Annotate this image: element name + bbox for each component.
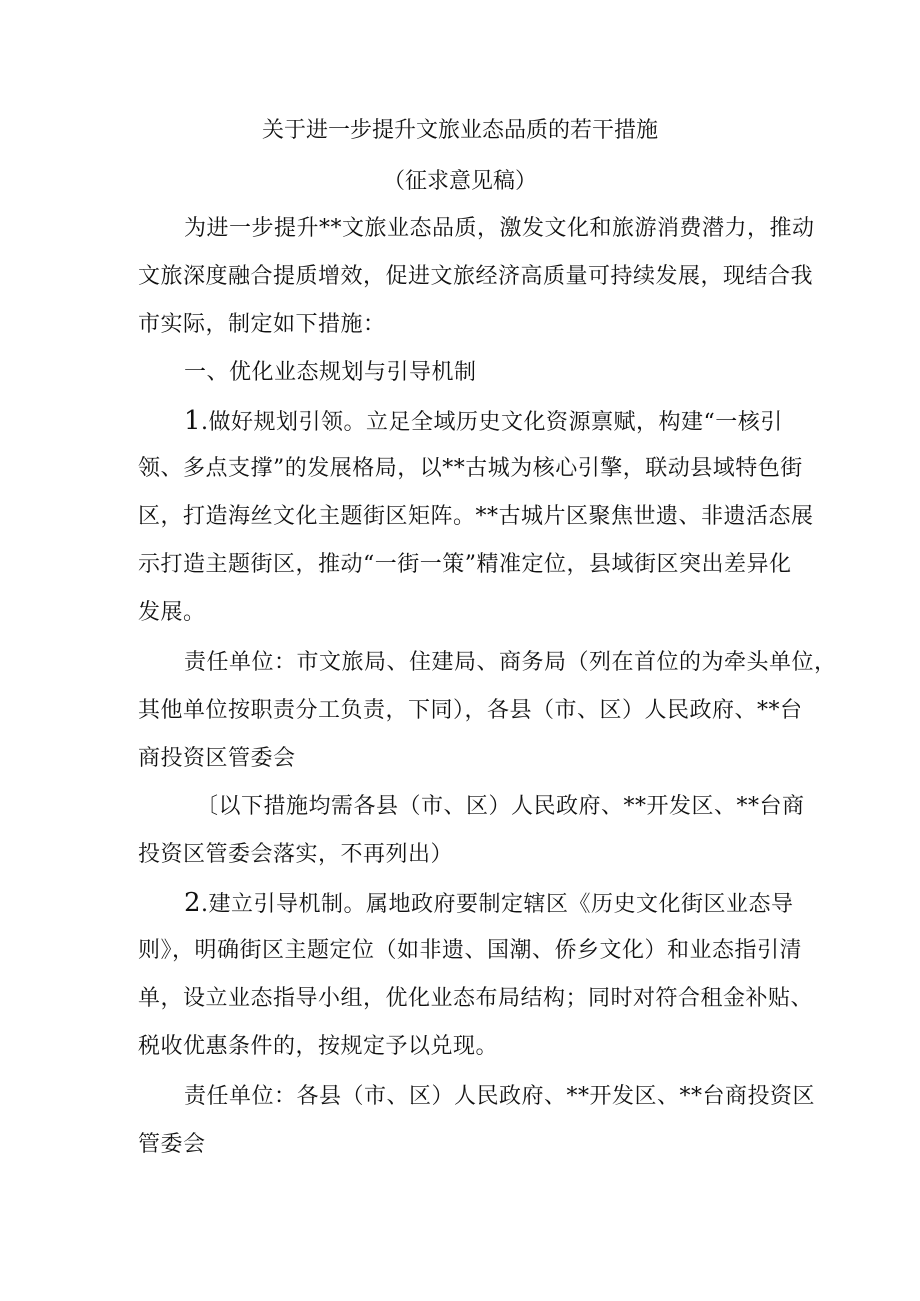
item-1-line-3: 区，打造海丝文化主题街区矩阵。**古城片区聚焦世遗、非遗活态展 <box>138 504 814 529</box>
responsibility-1-line-3: 商投资区管委会 <box>138 746 296 771</box>
item-2-line-4: 税收优惠条件的，按规定予以兑现。 <box>138 1034 499 1059</box>
item-2-line-1 <box>184 889 794 919</box>
responsibility-1-line-2: 其他单位按职责分工负责，下同），各县（市、区）人民政府、**台 <box>138 698 803 723</box>
item-2-line-3: 单，设立业态指导小组，优化业态布局结构；同时对符合租金补贴、 <box>138 986 814 1011</box>
item-2-text: .建立引导机制。属地政府要制定辖区《历史文化街区业态导 <box>201 892 794 917</box>
responsibility-2-line-2: 管委会 <box>138 1132 206 1157</box>
item-1-line-2: 领、多点支撑”的发展格局，以**古城为核心引擎，联动县域特色街 <box>138 456 803 481</box>
note-line-2: 投资区管委会落实，不再列出） <box>138 842 454 867</box>
intro-line-1: 为进一步提升**文旅业态品质，激发文化和旅游消费潜力，推动 <box>184 216 815 241</box>
item-1-line-4: 示打造主题街区，推动“一街一策”精准定位，县域街区突出差异化 <box>138 552 792 577</box>
intro-line-3: 市实际，制定如下措施： <box>138 312 386 337</box>
item-1-line-1 <box>184 407 783 437</box>
document-subtitle: （征求意见稿） <box>382 169 537 194</box>
section-heading-1: 一、优化业态规划与引导机制 <box>184 360 477 385</box>
document-title: 关于进一步提升文旅业态品质的若干措施 <box>261 118 658 143</box>
intro-line-2: 文旅深度融合提质增效，促进文旅经济高质量可持续发展，现结合我 <box>138 264 814 289</box>
item-2-line-2: 则》，明确街区主题定位（如非遗、国潮、侨乡文化）和业态指引清 <box>138 938 803 963</box>
item-1-text: .做好规划引领。立足全域历史文化资源禀赋，构建“一核引 <box>201 410 783 435</box>
responsibility-2-line-1: 责任单位：各县（市、区）人民政府、**开发区、**台商投资区 <box>184 1084 816 1109</box>
item-1-line-5: 发展。 <box>138 600 206 625</box>
item-1-number: 1 <box>184 406 202 436</box>
responsibility-1-line-1: 责任单位：市文旅局、住建局、商务局（列在首位的为牵头单位， <box>184 650 837 675</box>
item-2-number: 2 <box>184 888 202 918</box>
note-line-1: 〔以下措施均需各县（市、区）人民政府、**开发区、**台商 <box>196 794 805 819</box>
